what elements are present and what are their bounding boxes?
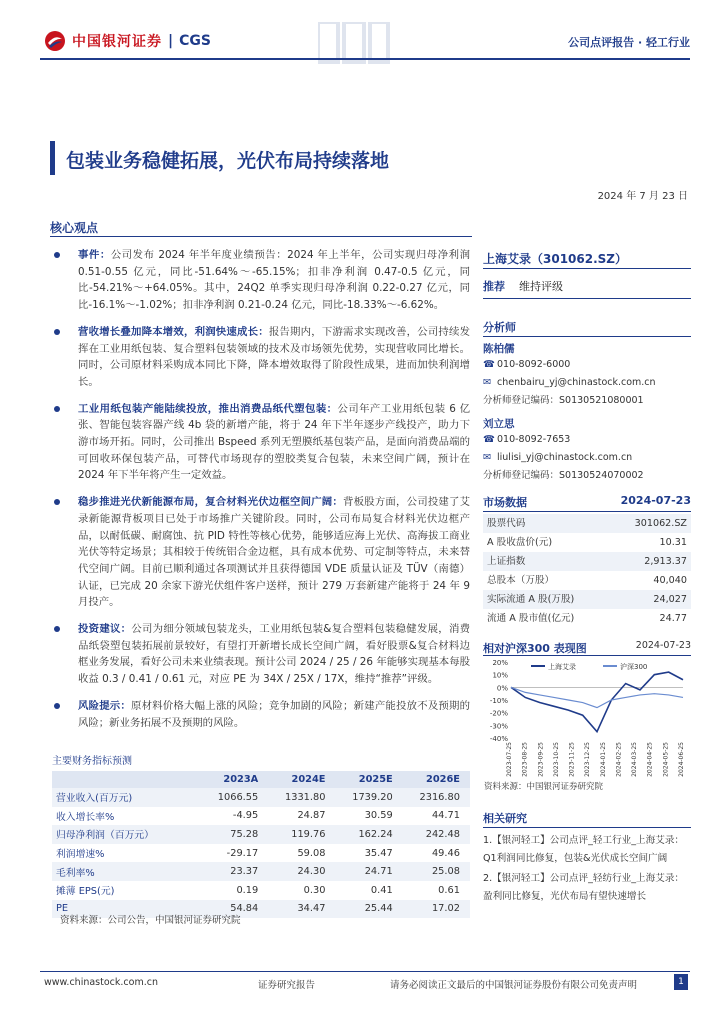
- core-bullets: [52, 247, 470, 741]
- email-icon: ✉: [483, 377, 491, 388]
- title-accent-bar: [50, 141, 55, 175]
- x-tick-label: 2024-01-25: [599, 742, 607, 777]
- table-row: PE 54.84 34.47 25.44 17.02: [52, 900, 470, 919]
- analyst-name: 陈柏儒: [483, 343, 515, 355]
- table-row: 利润增速% -29.17 59.08 35.47 49.46: [56, 847, 460, 861]
- analyst-divider: [483, 336, 691, 337]
- table-row: 流通 A 股市值(亿元) 24.77: [487, 613, 687, 624]
- company-logo: [44, 30, 211, 52]
- bullet-event: 事件：公司发布 2024 年半年度业绩预告：2024 年上半年，公司实现归母净利润 0.51-0.55 亿元，同比-51.64%～-65.15%；扣非净利润 0.47-0.5 亿元，同比-54.21%～+64.05%。其中，24Q2 单季实现归母净利润 0.22-0.27 亿元，同比-16.1%～-1.02%；扣非净利润 0.21-0.24 亿元，同比-18.33%～-6.62%。: [52, 247, 470, 314]
- y-tick-label: 10%: [492, 671, 508, 680]
- fin-header-row: 2023A 2024E 2025E 2026E: [52, 771, 470, 788]
- report-date: 2024 年 7 月 23 日: [597, 191, 688, 202]
- stock-name: 上海艾录（301062.SZ）: [483, 252, 628, 266]
- market-heading: 市场数据 2024-07-23: [483, 494, 691, 509]
- bullet-pv: 稳步推进光伏新能源布局，复合材料光伏边框空间广阔：背板股方面，公司投建了艾录新能源背板项目已处于市场推广关键阶段。同时，公司布局复合材料光伏边框产品，以耐低碳、耐腐蚀、抗 PID 特性等核心优势，能够适应海上光伏、高海拔工商业光伏等特定场景；其相较于传统铝合金边框，具有成本优势、可定制等特点，未来替代空间广阔。目前已顺利通过各项测试并且获得德国 VDE 质量认证及 TÜV（南德）认证，已完成 20 余家下游光伏组件客户送样，预计 279 万套新建产能将于 24 年 9 月投产。: [52, 494, 470, 611]
- table-row: 总股本（万股） 40,040: [487, 575, 687, 586]
- fin-table-source: 资料来源：公司公告，中国银河证券研究院: [60, 915, 241, 926]
- logo-separator: |: [168, 33, 174, 49]
- footer-center: 证券研究报告: [258, 980, 316, 991]
- analyst-email[interactable]: chenbairu_yj@chinastock.com.cn: [497, 377, 656, 388]
- bullet-risk: 风险提示：原材料价格大幅上涨的风险；竞争加剧的风险；新建产能投放不及预期的风险；新业务拓展不及预期的风险。: [52, 698, 470, 731]
- x-tick-label: 2024-03-25: [631, 742, 639, 777]
- report-type: 公司点评报告 · 轻工行业: [568, 36, 690, 49]
- table-row: 收入增长率% -4.95 24.87 30.59 44.71: [56, 810, 460, 823]
- related-heading: 相关研究: [483, 812, 527, 825]
- related-item[interactable]: 1.【银河轻工】公司点评_轻工行业_上海艾录：Q1利润同比修复，包装&光伏成长空间广阔: [483, 835, 685, 864]
- email-icon: ✉: [483, 452, 491, 463]
- analyst-1: 陈柏儒 ☎ 010-8092-6000 ✉ chenbairu_yj@chinastock.com.cn 分析师登记编码：S0130521080001: [483, 341, 691, 410]
- legend-label: 上海艾录: [548, 663, 576, 671]
- stock-divider: [483, 268, 691, 269]
- x-tick-label: 2023-08-25: [521, 742, 529, 777]
- bullet-profit: 营收增长叠加降本增效，利润快速成长：报告期内，下游需求实现改善，公司持续发挥在工业用纸包装、复合塑料包装领域的技术及市场领先优势，实现营收同比增长。同时，公司原材料采购成本同比下降，降本增效取得了阶段性成果，进而加快利润增长。: [52, 324, 470, 391]
- core-divider: [50, 236, 472, 237]
- related-divider: [483, 827, 691, 828]
- fin-table: [52, 771, 470, 918]
- phone-icon: ☎: [483, 359, 495, 370]
- page-number: 1: [674, 974, 688, 990]
- market-divider: [483, 511, 691, 512]
- phone-icon: ☎: [483, 434, 495, 445]
- y-tick-label: 0%: [496, 684, 508, 693]
- core-heading: 核心观点: [50, 221, 99, 235]
- table-row: 实际流通 A 股(万股) 24,027: [483, 590, 691, 609]
- legend-label: 沪深300: [620, 663, 648, 671]
- y-tick-label: 20%: [492, 659, 508, 667]
- table-row: A 股收盘价(元) 10.31: [487, 537, 687, 548]
- header-divider: [40, 58, 690, 60]
- y-tick-label: -20%: [489, 709, 508, 718]
- x-tick-label: 2023-11-25: [568, 742, 576, 777]
- x-tick-label: 2024-05-25: [662, 742, 670, 777]
- table-row: 摊薄 EPS(元) 0.19 0.30 0.41 0.61: [56, 884, 460, 898]
- x-tick-label: 2024-02-25: [615, 742, 623, 777]
- x-tick-label: 2024-06-25: [678, 742, 685, 777]
- rating-divider: [483, 298, 691, 299]
- footer-divider: [40, 971, 690, 972]
- chart-heading: 相对沪深300 表现图 2024-07-23: [483, 640, 691, 655]
- y-tick-label: -30%: [489, 722, 508, 731]
- x-tick-label: 2023-12-25: [584, 742, 592, 777]
- related-item[interactable]: 2.【银河轻工】公司点评_轻纺行业_上海艾录：盈利同比修复，光伏布局有望快速增长: [483, 873, 685, 902]
- analyst-name: 刘立思: [483, 418, 515, 430]
- series-line-index: [511, 687, 683, 707]
- x-tick-label: 2023-09-25: [537, 742, 545, 777]
- x-tick-label: 2024-04-25: [646, 742, 654, 777]
- x-tick-label: 2023-10-25: [552, 742, 560, 777]
- footer-disclaimer: 请务必阅读正文最后的中国银河证券股份有限公司免责声明: [390, 980, 638, 991]
- performance-chart: [483, 656, 691, 778]
- analyst-email[interactable]: liulisi_yj@chinastock.com.cn: [497, 452, 633, 463]
- y-tick-label: -10%: [489, 697, 508, 705]
- y-tick-label: -40%: [489, 735, 508, 743]
- footer-url[interactable]: www.chinastock.com.cn: [44, 977, 158, 988]
- logo-text: 中国银河证券: [72, 34, 162, 50]
- fin-table-title: 主要财务指标预测: [52, 756, 132, 767]
- table-row: 股票代码 301062.SZ: [483, 514, 691, 533]
- chart-source: 资料来源：中国银河证券研究院: [484, 782, 604, 792]
- table-row: 归母净利润（百万元） 75.28 119.76 162.24 242.48: [52, 825, 470, 844]
- market-table: [483, 514, 691, 628]
- report-title: 包装业务稳健拓展，光伏布局持续落地: [66, 150, 390, 172]
- bullet-invest: 投资建议：公司为细分领域包装龙头，工业用纸包装&复合塑料包装稳健发展，消费品纸袋塑包装拓展前景较好，有望打开新增长成长空间广阔，看好股票&复合材料边框业务发展，看好公司未来业绩表现。预计公司 2024 / 25 / 26 年能够实现基本每股收益 0.3 / 0.41 / 0.61 元，对应 PE 为 34X / 25X / 17X，维持“推荐”评级。: [52, 621, 470, 688]
- logo-en: CGS: [179, 33, 211, 49]
- x-tick-label: 2023-07-25: [506, 742, 513, 777]
- series-line-stock: [511, 672, 683, 732]
- galaxy-logo-icon: [44, 30, 66, 52]
- table-row: 毛利率% 23.37 24.30 24.71 25.08: [52, 862, 470, 881]
- analyst-heading: 分析师: [483, 321, 516, 334]
- table-row: 上证指数 2,913.37: [483, 552, 691, 571]
- analyst-2: 刘立思 ☎ 010-8092-7653 ✉ liulisi_yj@chinastock.com.cn 分析师登记编码：S0130524070002: [483, 416, 691, 485]
- table-row: 营业收入(百万元) 1066.55 1331.80 1739.20 2316.80: [52, 788, 470, 807]
- rating: 推荐 维持评级: [483, 280, 563, 293]
- bullet-capacity: 工业用纸包装产能陆续投放，推出消费品纸代塑包装：公司年产工业用纸包装 6 亿张、智能包装容器产线 4b 袋的新增产能，将于 24 年下半年逐步产线投产，助力下游市场开拓。同时，公司推出 Bspeed 系列无塑膜纸基包装产品，是面向消费品端的可回收环保包装产品，可替代市场现存的塑胶类复合包装，未来空间广阔，预计在 2024 年下半年将产生一定效益。: [52, 401, 470, 485]
